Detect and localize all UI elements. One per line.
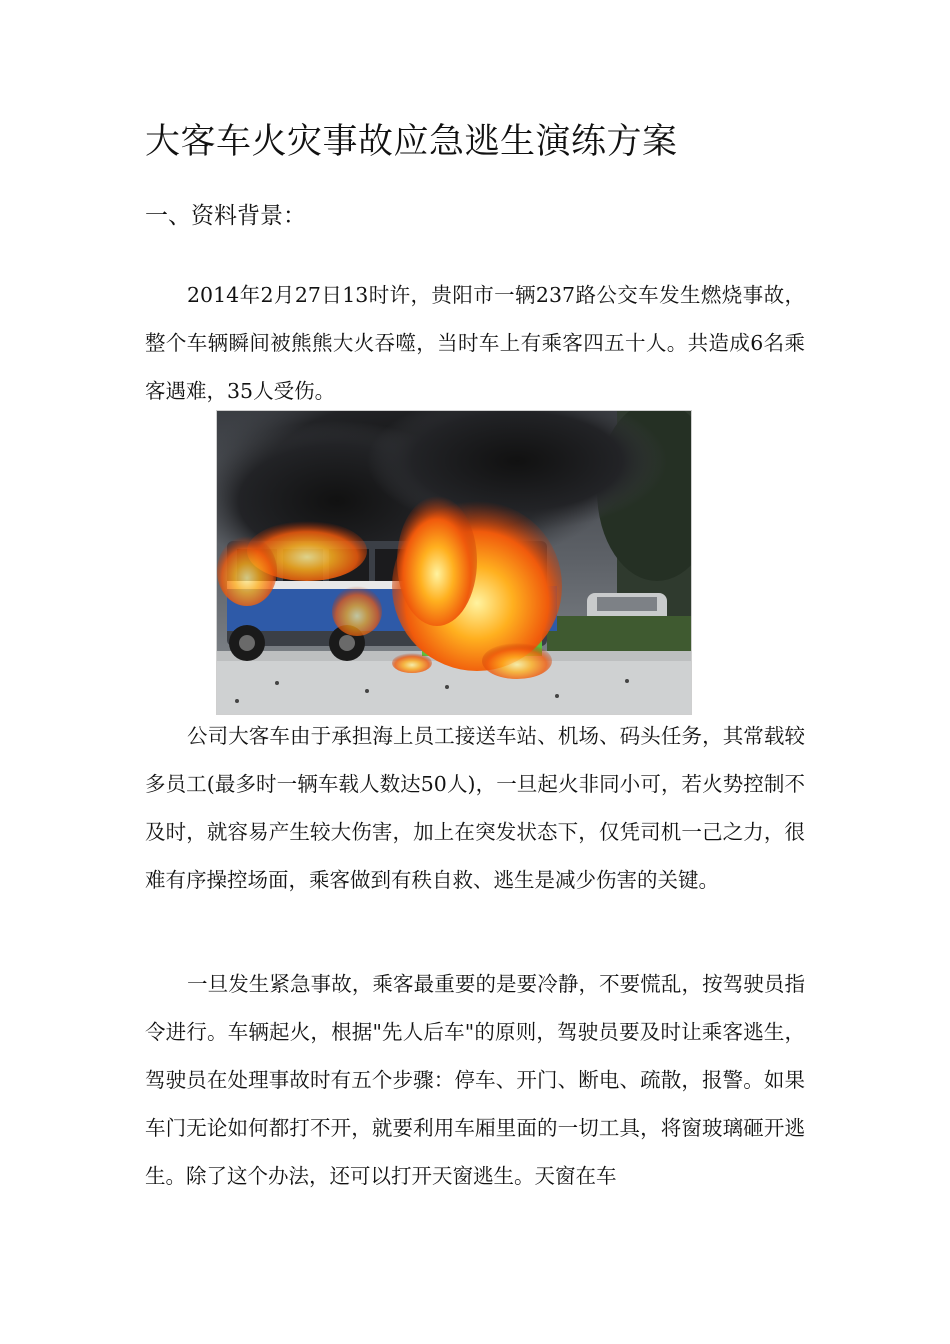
section-heading-background: 一、资料背景： — [145, 203, 306, 229]
paragraph-emergency-steps: 一旦发生紧急事故，乘客最重要的是要冷静，不要慌乱，按驾驶员指令进行。车辆起火，根据"先人后车"的原则，驾驶员要及时让乘客逃生，驾驶员在处理事故时有五个步骤：停车、开门、断电、疏散，报警。如果车门无论如何都打不开，就要利用车厢里面的一切工具，将窗玻璃砸开逃生。除了这个办法，还可以打开天窗逃生。天窗在车 — [145, 972, 805, 1188]
paragraph-company-bus: 公司大客车由于承担海上员工接送车站、机场、码头任务，其常载较多员工(最多时一辆车载人数达50人)，一旦起火非同小可，若火势控制不及时，就容易产生较大伤害，加上在突发状态下，仅凭司机一己之力，很难有序操控场面，乘客做到有秩自救、逃生是减少伤害的关键。 — [145, 724, 805, 892]
burning-bus-photo — [216, 410, 692, 715]
document-title: 大客车火灾事故应急逃生演练方案 — [145, 122, 678, 162]
paragraph-incident: 2014年2月27日13时许，贵阳市一辆237路公交车发生燃烧事故，整个车辆瞬间被熊熊大火吞噬，当时车上有乘客四五十人。共造成6名乘客遇难，35人受伤。 — [145, 283, 805, 403]
